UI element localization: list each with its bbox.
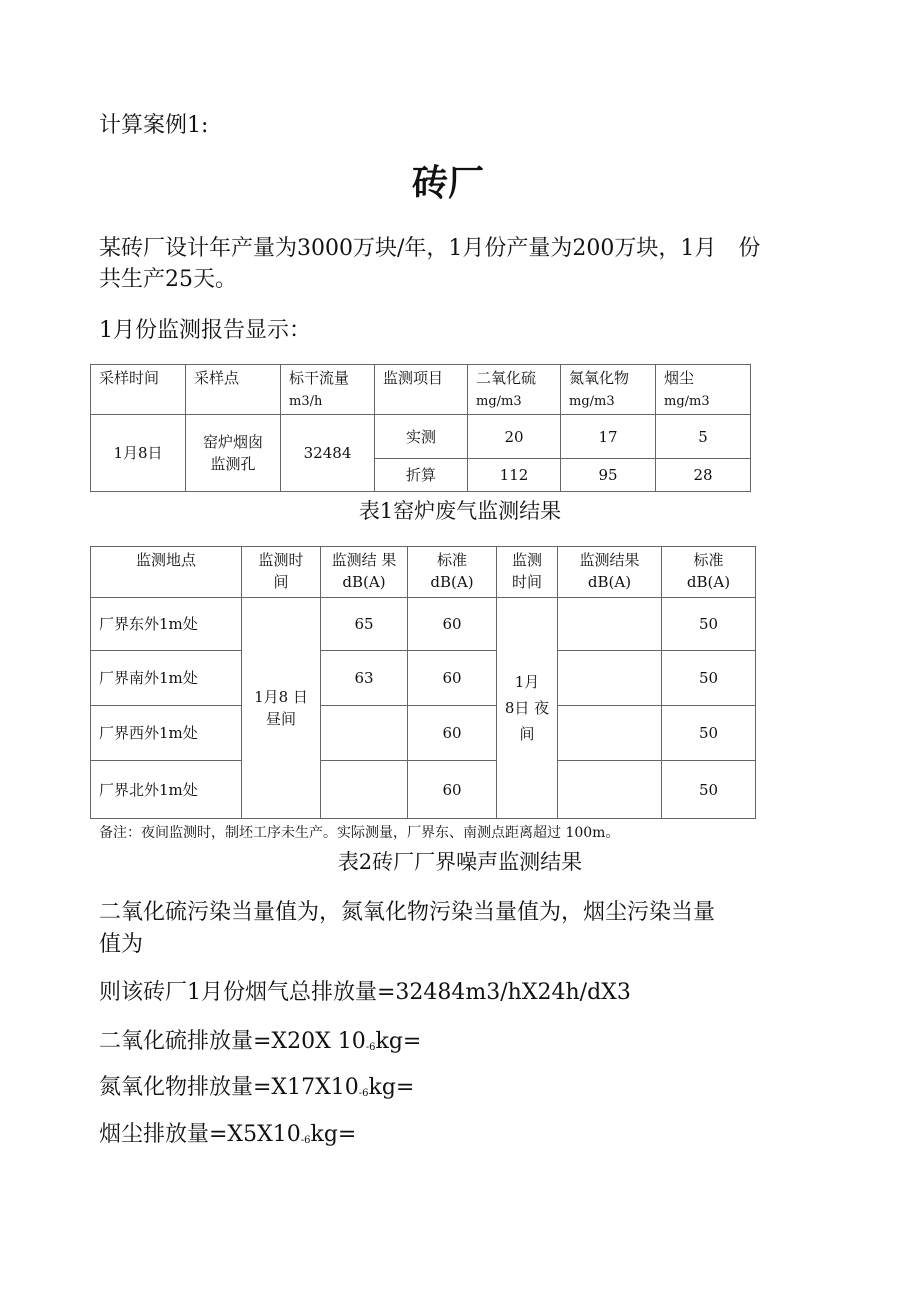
header-cell: 标干流量 m3/h <box>281 365 375 415</box>
header-cell: 采样点 <box>186 365 281 415</box>
nox-cell: 95 <box>561 459 656 492</box>
night-std-cell: 50 <box>662 598 756 651</box>
day-std-cell: 60 <box>408 706 497 761</box>
location-cell: 厂界西外1m处 <box>91 706 242 761</box>
header-cell: 监测 时间 <box>497 547 558 598</box>
day-result-cell: 65 <box>321 598 408 651</box>
exhaust-monitoring-table <box>90 364 751 492</box>
item-cell: 实测 <box>375 415 468 459</box>
night-result-cell <box>558 761 662 819</box>
sample-date: 1月8日 <box>91 415 186 492</box>
text-line: 二氧化硫污染当量值为，氮氧化物污染当量值为，烟尘污染当量 <box>99 900 716 925</box>
header-cell: 采样时间 <box>91 365 186 415</box>
location-cell: 厂界东外1m处 <box>91 598 242 651</box>
so2-cell: 112 <box>468 459 561 492</box>
header-cell: 标准 dB(A) <box>662 547 756 598</box>
night-std-cell: 50 <box>662 706 756 761</box>
header-cell: 监测地点 <box>91 547 242 598</box>
dust-cell: 28 <box>656 459 751 492</box>
header-cell: 监测结果 dB(A) <box>558 547 662 598</box>
table2-note: 备注：夜间监测时，制坯工序未生产。实际测量，厂界东、南测点距离超过 100m。 <box>99 825 620 841</box>
formula-nox: 氮氧化物排放量$=X17X10_{-6}kg=$ <box>99 1075 415 1100</box>
report-intro: 1月份监测报告显示： <box>99 318 311 343</box>
night-result-cell <box>558 651 662 706</box>
header-cell: 烟尘 mg/m3 <box>656 365 751 415</box>
header-cell: 监测时 间 <box>242 547 321 598</box>
day-std-cell: 60 <box>408 651 497 706</box>
day-result-cell <box>321 761 408 819</box>
formula-so2: 二氧化硫排放量=X20X $10_{-6}kg=$ <box>99 1029 422 1054</box>
item-cell: 折算 <box>375 459 468 492</box>
so2-cell: 20 <box>468 415 561 459</box>
header-cell: 氮氧化物 mg/m3 <box>561 365 656 415</box>
day-result-cell <box>321 706 408 761</box>
night-time-cell: 1月 8日 夜 间 <box>497 598 558 819</box>
formula-dust: 烟尘排放量$=X5X10_{-6}kg=$ <box>99 1122 357 1147</box>
night-result-cell <box>558 598 662 651</box>
intro-line-1: 某砖厂设计年产量为3000万块/年，1月份产量为200万块，1月 份 <box>99 236 761 261</box>
sample-point: 窑炉烟囱 监测孔 <box>186 415 281 492</box>
intro-line-2: 共生产25天。 <box>99 267 237 292</box>
day-std-cell: 60 <box>408 761 497 819</box>
location-cell: 厂界北外1m处 <box>91 761 242 819</box>
header-cell: 监测项目 <box>375 365 468 415</box>
nox-cell: 17 <box>561 415 656 459</box>
night-result-cell <box>558 706 662 761</box>
flow-value: 32484 <box>281 415 375 492</box>
table1-caption: 表1窑炉废气监测结果 <box>358 499 562 523</box>
header-cell: 监测结 果 dB(A) <box>321 547 408 598</box>
header-cell: 二氧化硫 mg/m3 <box>468 365 561 415</box>
case-heading: 计算案例1: <box>99 113 209 138</box>
text-line: 值为 <box>99 932 144 957</box>
dust-cell: 5 <box>656 415 751 459</box>
day-std-cell: 60 <box>408 598 497 651</box>
night-std-cell: 50 <box>662 761 756 819</box>
location-cell: 厂界南外1m处 <box>91 651 242 706</box>
doc-title: 砖厂 <box>411 162 484 204</box>
day-result-cell: 63 <box>321 651 408 706</box>
table2-caption: 表2砖厂厂界噪声监测结果 <box>337 850 583 874</box>
header-cell: 标准 dB(A) <box>408 547 497 598</box>
noise-monitoring-table <box>90 546 756 819</box>
text-line: 则该砖厂1月份烟气总排放量=32484m3/hX24h/dX3 <box>99 980 631 1005</box>
day-time-cell: 1月8 日 昼间 <box>242 598 321 819</box>
night-std-cell: 50 <box>662 651 756 706</box>
